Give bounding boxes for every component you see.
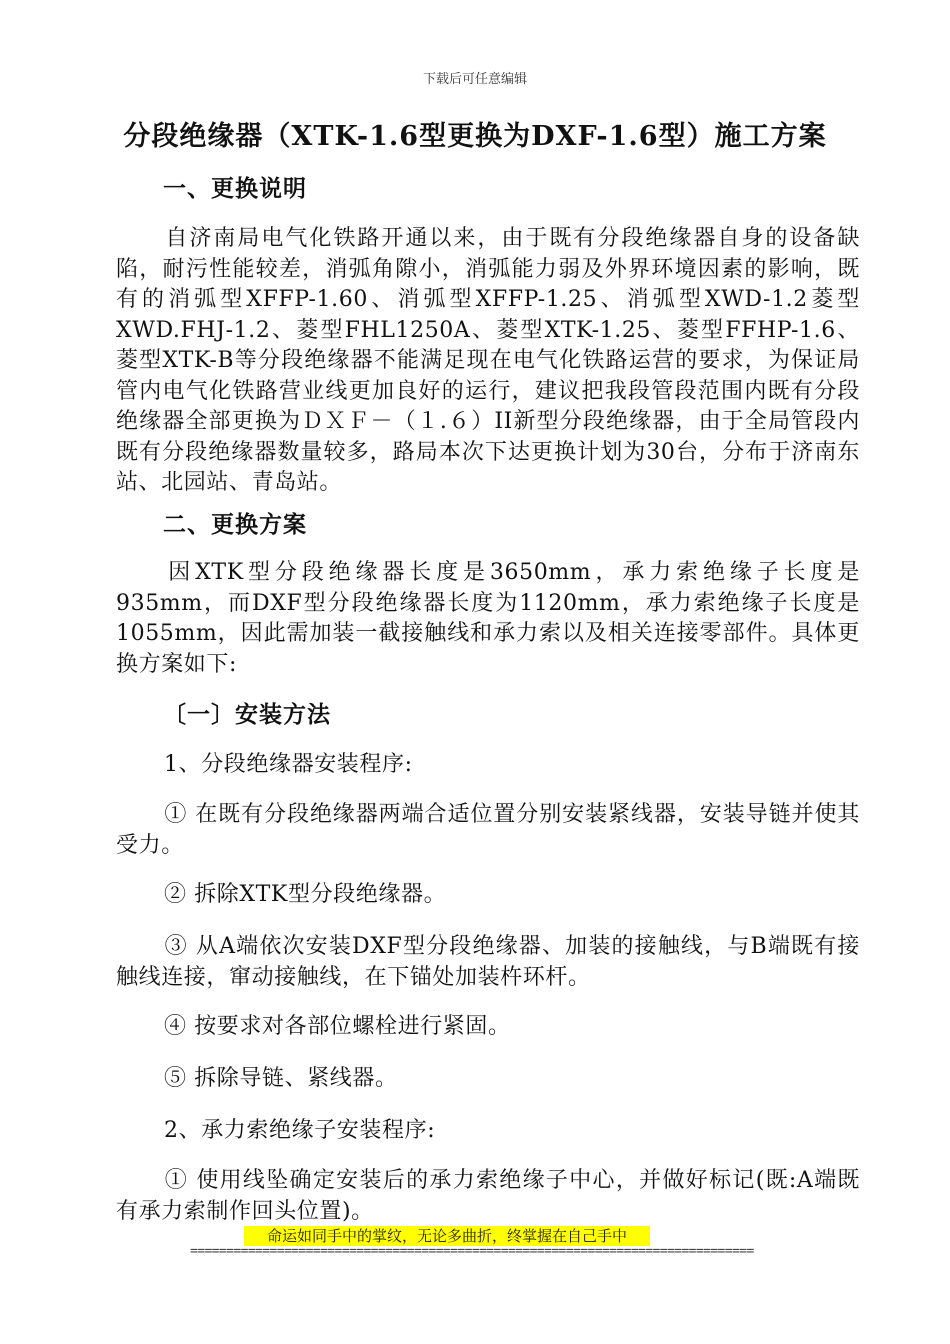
step1-item-2: ② 拆除XTK型分段绝缘器。: [164, 882, 447, 907]
header-note: 下载后可任意编辑: [422, 72, 527, 87]
footer-motto: 命运如同手中的掌纹，无论多曲折，终掌握在自己手中: [244, 1226, 650, 1246]
step2-item-1: [116, 1166, 860, 1227]
step1-item-1-text: ① 在既有分段绝缘器两端合适位置分别安装紧线器，安装导链并使其受力。: [116, 802, 860, 858]
section-paragraph-1-text: 自济南局电气化铁路开通以来，由于既有分段绝缘器自身的设备缺陷，耐污性能较差，消弧角隙小，消弧能力弱及外界环境因素的影响，既有的消弧型XFFP-1.60、消弧型XFFP-1.25、消弧型XWD-1.2菱型XWD.FHJ-1.2、菱型FHL1250A、菱型XTK-1.25、菱型FFHP-1.6、菱型XTK-B等分段绝缘器不能满足现在电气化铁路运营的要求，为保证局管内电气化铁路营业线更加良好的运行，建议把我段管段范围内既有分段绝缘器全部更换为ＤＸＦ－（１.６）II新型分段绝缘器，由于全局管段内既有分段绝缘器数量较多，路局本次下达更换计划为30台，分布于济南东站、北园站、青岛站。: [116, 226, 860, 495]
step1-item-3: [116, 932, 860, 993]
step1-item-1: [116, 800, 860, 861]
document-title: 分段绝缘器（XTK-1.6型更换为DXF-1.6型）施工方案: [123, 121, 827, 152]
section-heading-2: 二、更换方案: [163, 511, 307, 538]
step2-title: 2、承力索绝缘子安装程序:: [164, 1118, 436, 1143]
subsection-heading-1: 〔一〕安装方法: [163, 701, 331, 728]
section-paragraph-2-text: 因XTK型分段绝缘器长度是3650mm，承力索绝缘子长度是935mm，而DXF型分段绝缘器长度为1120mm，承力索绝缘子长度是1055mm，因此需加装一截接触线和承力索以及相关连接零部件。具体更换方案如下:: [116, 560, 860, 677]
step1-item-4: ④ 按要求对各部位螺栓进行紧固。: [164, 1014, 511, 1039]
section-paragraph-2: [116, 558, 860, 680]
footer-rule: ==============================================================================: [190, 1244, 754, 1259]
step1-title: 1、分段绝缘器安装程序:: [164, 752, 413, 777]
section-paragraph-1: [116, 224, 860, 499]
step2-item-1-text: ① 使用线坠确定安装后的承力索绝缘子中心，并做好标记(既:A端既有承力索制作回头位置)。: [116, 1168, 860, 1224]
section-heading-1: 一、更换说明: [163, 175, 307, 202]
step1-item-3-text: ③ 从A端依次安装DXF型分段绝缘器、加装的接触线，与B端既有接触线连接，窜动接触线，在下锚处加装杵环杆。: [116, 934, 860, 990]
step1-item-5: ⑤ 拆除导链、紧线器。: [164, 1066, 398, 1091]
